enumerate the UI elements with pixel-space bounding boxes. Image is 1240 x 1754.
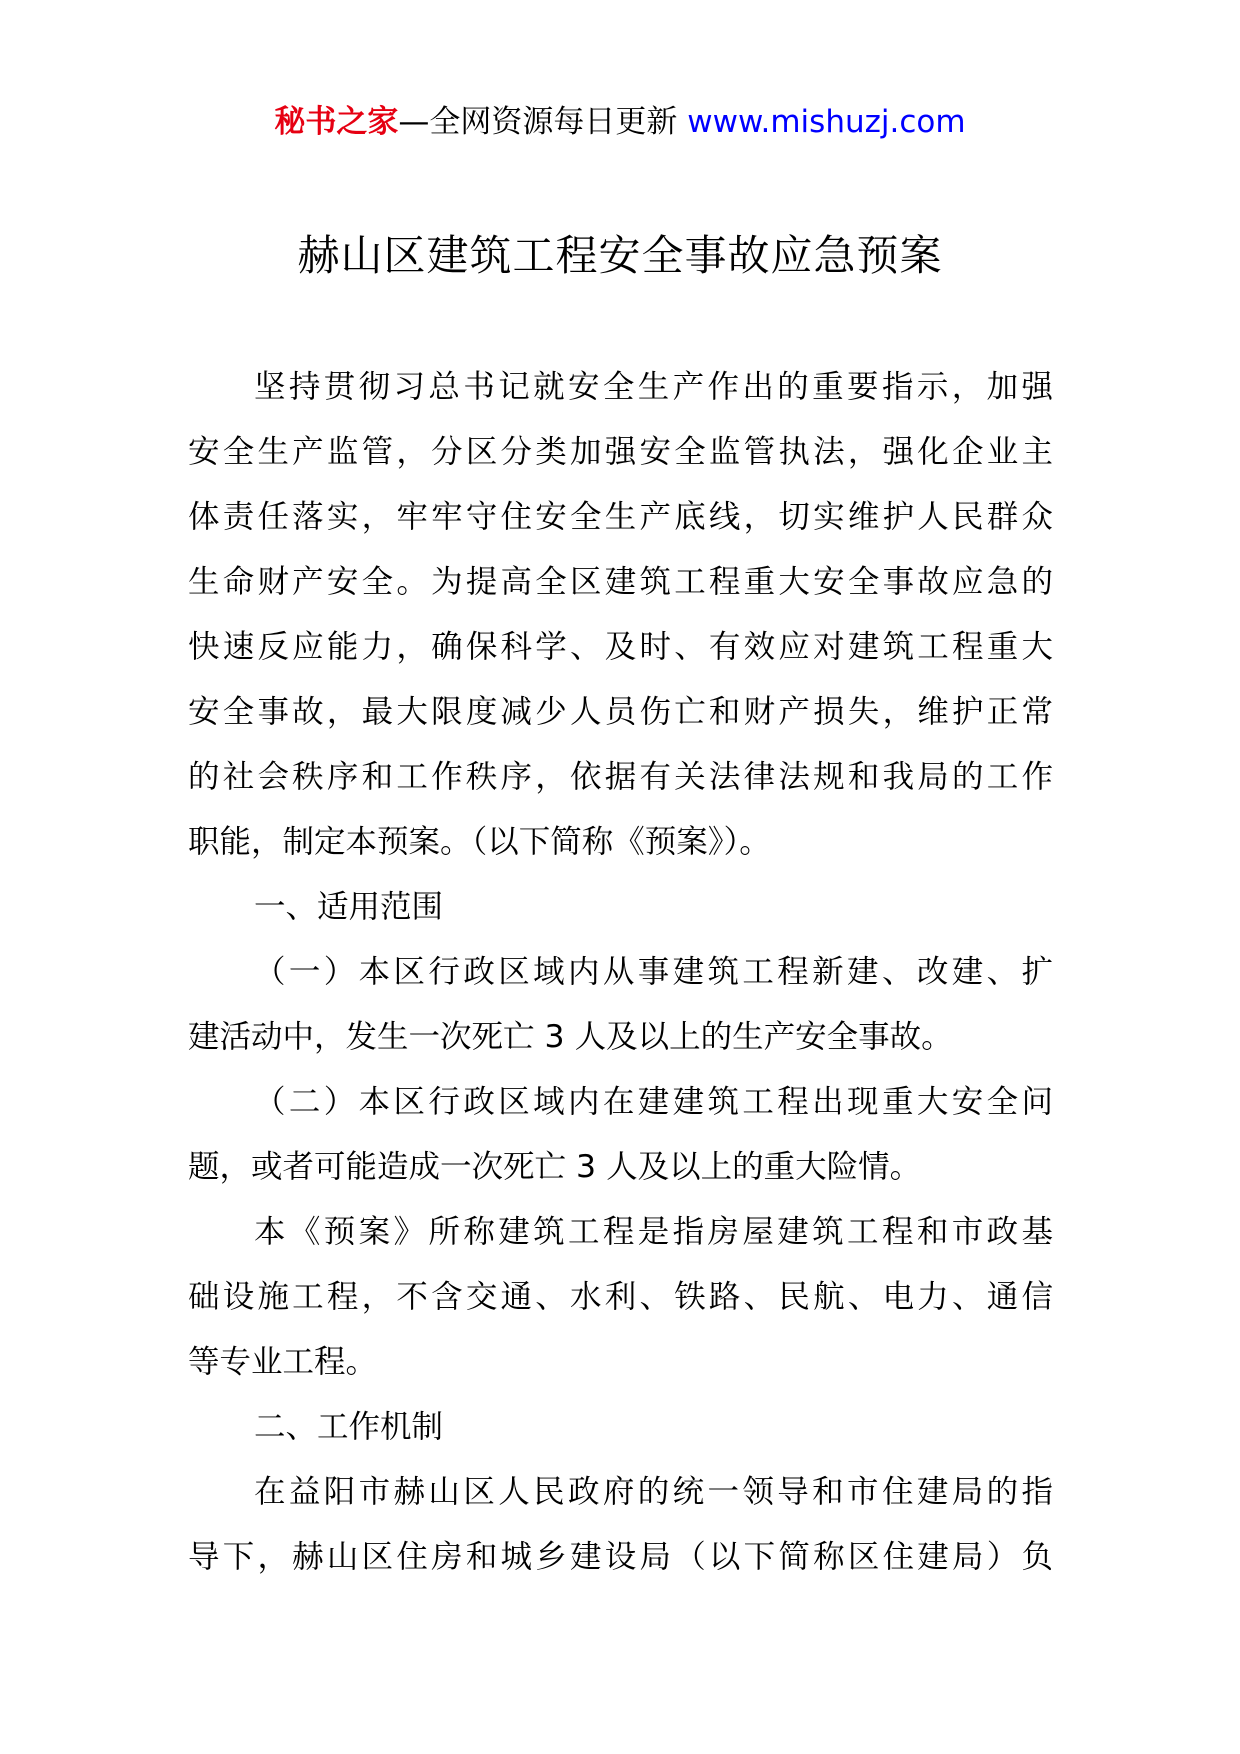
paragraph-line: 建活动中，发生一次死亡 3 人及以上的生产安全事故。 bbox=[188, 1019, 953, 1055]
document-body bbox=[188, 355, 1053, 1590]
site-url-link[interactable]: www.mishuzj.com bbox=[687, 104, 966, 140]
paragraph-line: 安全事故，最大限度减少人员伤亡和财产损失，维护正常 bbox=[188, 694, 1053, 730]
paragraph-line: 的社会秩序和工作秩序，依据有关法律法规和我局的工作 bbox=[188, 759, 1053, 795]
paragraph-line: 体责任落实，牢牢守住安全生产底线，切实维护人民群众 bbox=[188, 499, 1053, 535]
paragraph-line: 生命财产安全。为提高全区建筑工程重大安全事故应急的 bbox=[188, 564, 1053, 600]
paragraph-line: 安全生产监管，分区分类加强安全监管执法，强化企业主 bbox=[188, 434, 1053, 470]
paragraph-line: （一）本区行政区域内从事建筑工程新建、改建、扩 bbox=[254, 954, 1053, 990]
paragraph-line: 导下，赫山区住房和城乡建设局（以下简称区住建局）负 bbox=[188, 1539, 1053, 1575]
paragraph-line: 题，或者可能造成一次死亡 3 人及以上的重大险情。 bbox=[188, 1149, 922, 1185]
paragraph-line: 础设施工程，不含交通、水利、铁路、民航、电力、通信 bbox=[188, 1279, 1053, 1315]
paragraph-line: 等专业工程。 bbox=[188, 1344, 378, 1380]
brand-name: 秘书之家 bbox=[274, 104, 399, 140]
paragraph-line: 本《预案》所称建筑工程是指房屋建筑工程和市政基 bbox=[254, 1214, 1053, 1250]
site-slogan: —全网资源每日更新 bbox=[398, 104, 688, 140]
document-title: 赫山区建筑工程安全事故应急预案 bbox=[297, 231, 943, 280]
paragraph-line: 坚持贯彻习总书记就安全生产作出的重要指示，加强 bbox=[254, 369, 1053, 405]
paragraph-line: （二）本区行政区域内在建建筑工程出现重大安全问 bbox=[254, 1084, 1053, 1120]
paragraph-line: 在益阳市赫山区人民政府的统一领导和市住建局的指 bbox=[254, 1474, 1053, 1510]
section-heading: 一、适用范围 bbox=[254, 889, 444, 925]
paragraph-line: 快速反应能力，确保科学、及时、有效应对建筑工程重大 bbox=[188, 629, 1053, 665]
site-header bbox=[0, 102, 1240, 142]
section-heading: 二、工作机制 bbox=[254, 1409, 444, 1445]
paragraph-line: 职能，制定本预案。（以下简称《预案》）。 bbox=[188, 824, 771, 860]
